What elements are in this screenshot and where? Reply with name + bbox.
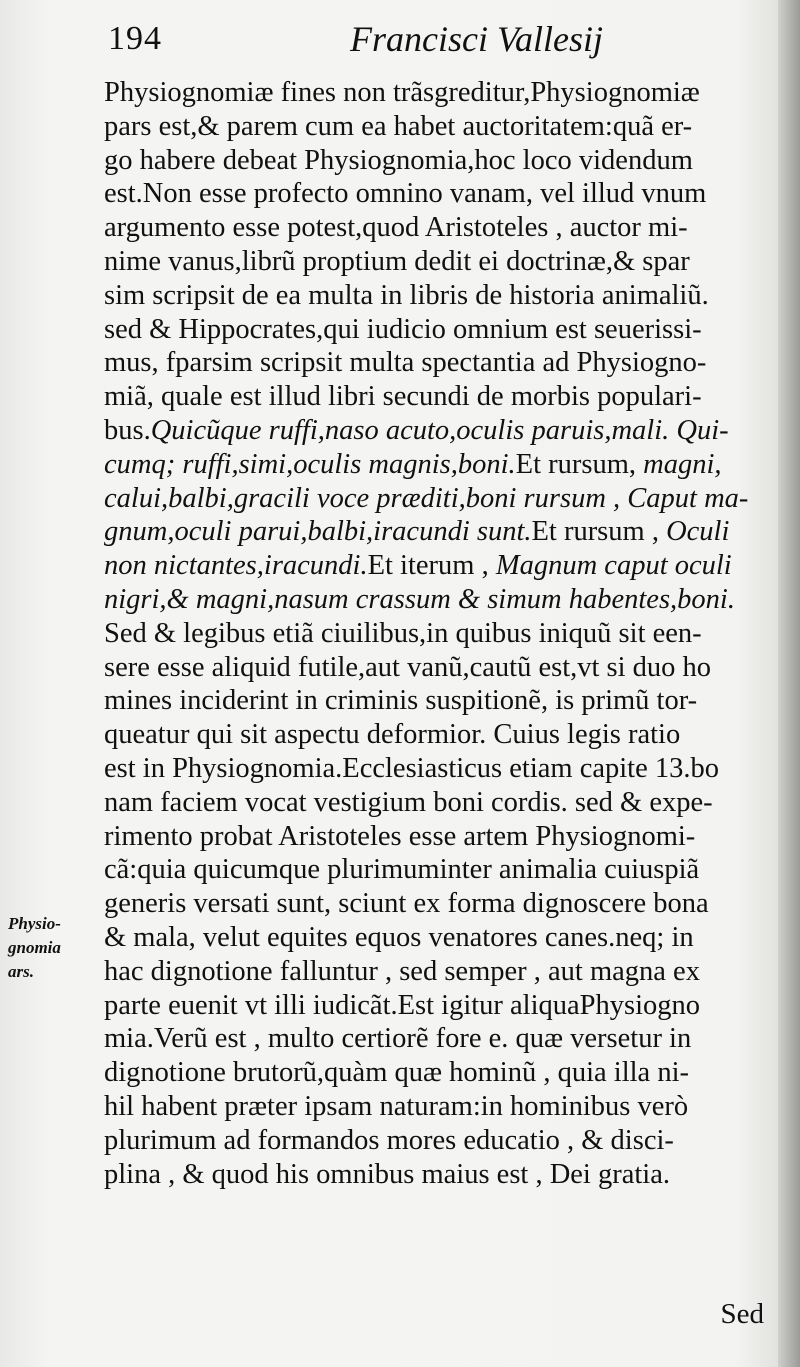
text-line bbox=[104, 718, 764, 752]
text-run: mines inciderint in criminis suspitionẽ, is primũ tor- bbox=[104, 685, 698, 717]
catchword: Sed bbox=[720, 1298, 764, 1330]
text-run: hil habent præter ipsam naturam:in hominibus verò bbox=[104, 1090, 689, 1122]
italic-quotation: calui,balbi,gracili voce præditi,boni rursum , Caput ma- bbox=[104, 482, 749, 514]
text-line bbox=[104, 549, 764, 583]
text-line bbox=[104, 989, 764, 1023]
text-line bbox=[104, 853, 764, 887]
italic-quotation: non nictantes,iracundi. bbox=[104, 550, 368, 582]
text-line bbox=[104, 346, 764, 380]
text-line bbox=[104, 144, 764, 178]
margin-note-line: Physio- bbox=[8, 914, 61, 933]
text-run: est.Non esse profecto omnino vanam, vel illud vnum bbox=[104, 178, 707, 210]
page-number: 194 bbox=[108, 20, 162, 57]
text-line bbox=[104, 617, 764, 651]
text-run: plina , & quod his omnibus maius est , Dei gratia. bbox=[104, 1158, 670, 1190]
margin-note bbox=[8, 912, 98, 984]
text-run: Sed & legibus etiã ciuilibus,in quibus iniquũ sit een- bbox=[104, 617, 702, 649]
text-run: hac dignotione falluntur , sed semper , aut magna ex bbox=[104, 955, 700, 987]
text-run: argumento esse potest,quod Aristoteles , auctor mi- bbox=[104, 212, 688, 244]
text-run: mia.Verũ est , multo certiorẽ fore e. quæ versetur in bbox=[104, 1023, 692, 1055]
text-line bbox=[104, 482, 764, 516]
running-head: Francisci Vallesij bbox=[350, 19, 603, 59]
text-run: dignotione brutorũ,quàm quæ hominũ , quia illa ni- bbox=[104, 1057, 689, 1089]
text-line bbox=[104, 684, 764, 718]
text-run: parte euenit vt illi iudicãt.Est igitur aliquaPhysiogno bbox=[104, 989, 701, 1021]
text-run: cã:quia quicumque plurimuminter animalia cuiuspiã bbox=[104, 854, 700, 886]
text-line bbox=[104, 245, 764, 279]
text-run: sed & Hippocrates,qui iudicio omnium est seuerissi- bbox=[104, 313, 702, 345]
italic-quotation: Oculi bbox=[666, 516, 730, 548]
text-line bbox=[104, 955, 764, 989]
text-run: generis versati sunt, sciunt ex forma dignoscere bona bbox=[104, 888, 709, 920]
text-line bbox=[104, 313, 764, 347]
italic-quotation: cumq; ruffi,simi,oculis magnis,boni. bbox=[104, 448, 516, 480]
text-line bbox=[104, 1090, 764, 1124]
text-run: est in Physiognomia.Ecclesiasticus etiam capite 13.bo bbox=[104, 752, 719, 784]
text-run: queatur qui sit aspectu deformior. Cuius legis ratio bbox=[104, 719, 681, 751]
italic-quotation: nigri,& magni,nasum crassum & simum habentes,boni. bbox=[104, 583, 735, 615]
text-run: sim scripsit de ea multa in libris de historia animaliũ. bbox=[104, 279, 709, 311]
margin-note-line: gnomia bbox=[8, 938, 61, 957]
text-line bbox=[104, 1022, 764, 1056]
text-line bbox=[104, 380, 764, 414]
text-run: go habere debeat Physiognomia,hoc loco videndum bbox=[104, 144, 693, 176]
page-edge-shadow bbox=[778, 0, 800, 1367]
text-line bbox=[104, 1124, 764, 1158]
margin-note-line: ars. bbox=[8, 962, 34, 981]
text-line bbox=[104, 786, 764, 820]
text-line bbox=[104, 279, 764, 313]
text-line bbox=[104, 921, 764, 955]
italic-quotation: magni, bbox=[643, 448, 722, 480]
page-header bbox=[100, 14, 760, 70]
text-line bbox=[104, 448, 764, 482]
italic-quotation: Magnum caput oculi bbox=[495, 550, 732, 582]
text-run: & mala, velut equites equos venatores canes.neq; in bbox=[104, 921, 694, 953]
text-run: Et rursum , bbox=[531, 516, 667, 548]
text-run: mus, fparsim scripsit multa spectantia ad Physiogno- bbox=[104, 347, 707, 379]
text-run: nam faciem vocat vestigium boni cordis. sed & expe- bbox=[104, 786, 713, 818]
text-run: Et rursum, bbox=[515, 448, 644, 480]
text-run: sere esse aliquid futile,aut vanũ,cautũ est,vt si duo ho bbox=[104, 651, 712, 683]
text-line bbox=[104, 1056, 764, 1090]
text-run: pars est,& parem cum ea habet auctoritatem:quã er- bbox=[104, 110, 693, 142]
text-line bbox=[104, 515, 764, 549]
body-text bbox=[104, 76, 764, 1191]
text-run: rimento probat Aristoteles esse artem Physiognomi- bbox=[104, 820, 696, 852]
text-line bbox=[104, 651, 764, 685]
text-line bbox=[104, 177, 764, 211]
text-line bbox=[104, 752, 764, 786]
text-line bbox=[104, 1158, 764, 1192]
italic-quotation: gnum,oculi parui,balbi,iracundi sunt. bbox=[104, 516, 532, 548]
text-line bbox=[104, 820, 764, 854]
text-run: nime vanus,librũ proptium dedit ei doctrinæ,& spar bbox=[104, 245, 690, 277]
text-line bbox=[104, 110, 764, 144]
text-run: plurimum ad formandos mores educatio , & disci- bbox=[104, 1124, 674, 1156]
text-line bbox=[104, 887, 764, 921]
text-line bbox=[104, 583, 764, 617]
text-run: miã, quale est illud libri secundi de morbis populari- bbox=[104, 381, 702, 413]
text-run: Physiognomiæ fines non trãsgreditur,Physiognomiæ bbox=[104, 77, 700, 108]
text-run: Et iterum , bbox=[367, 550, 496, 582]
text-line bbox=[104, 211, 764, 245]
text-line bbox=[104, 76, 764, 110]
text-run: bus. bbox=[104, 414, 151, 446]
italic-quotation: Quicũque ruffi,naso acuto,oculis paruis,mali. Qui- bbox=[150, 414, 729, 446]
text-line bbox=[104, 414, 764, 448]
